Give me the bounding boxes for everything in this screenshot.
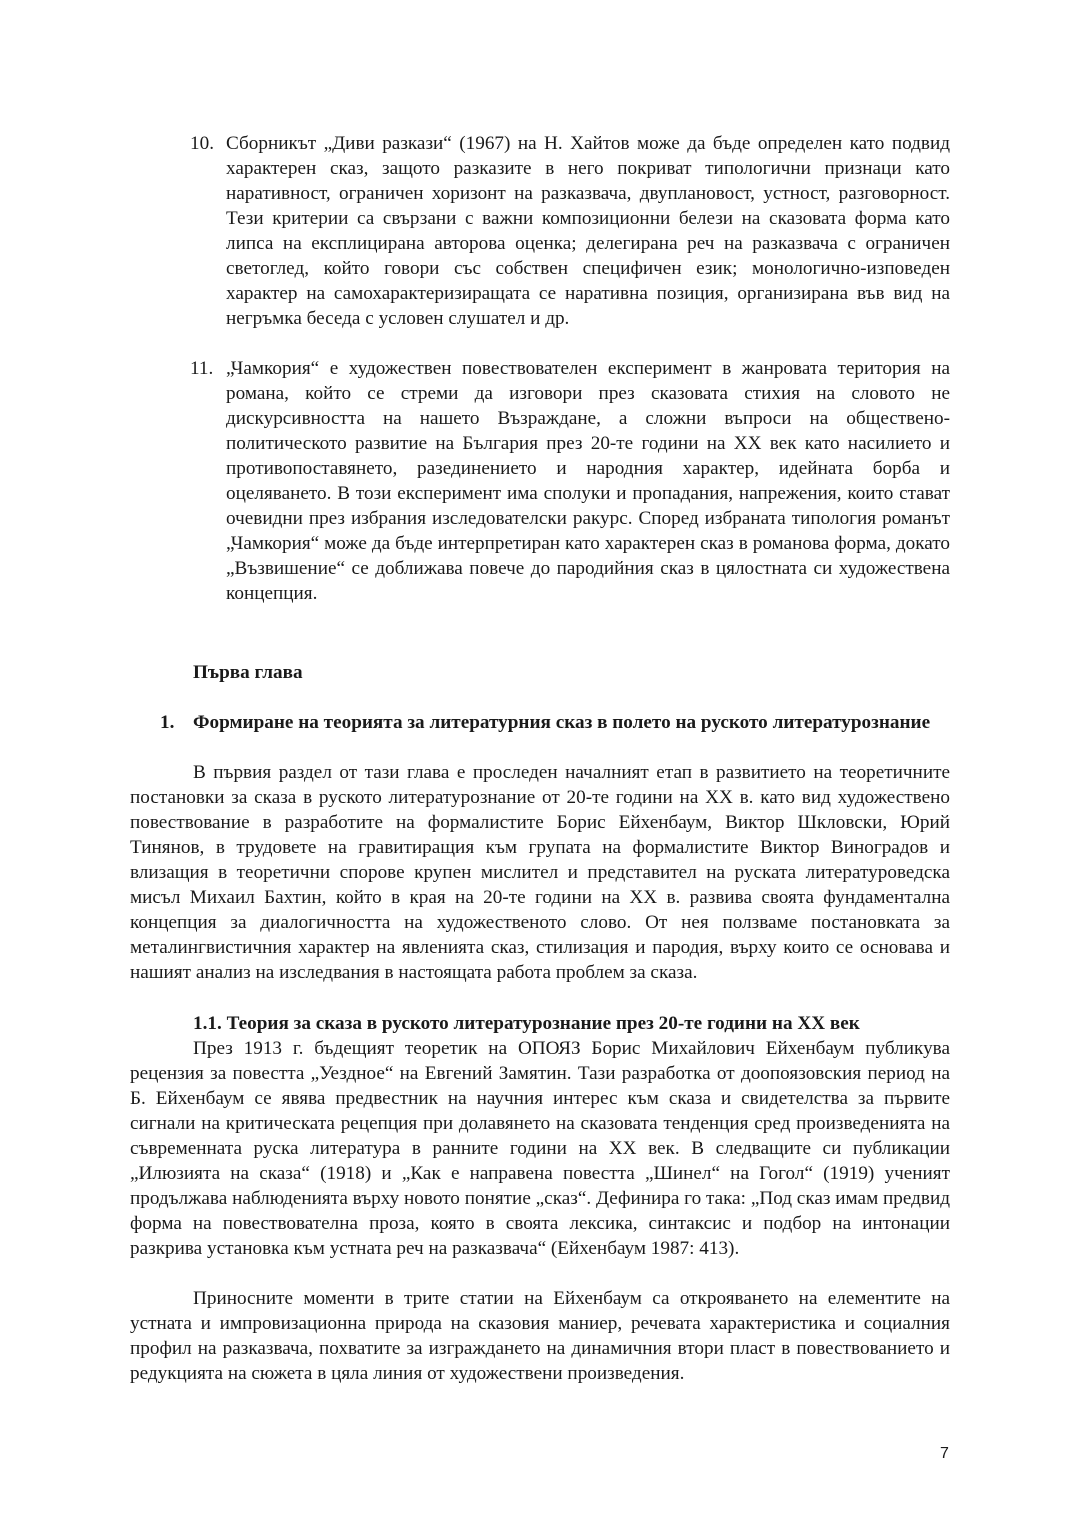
- section-number: 1.: [160, 712, 175, 733]
- list-item-number: 10.: [190, 133, 214, 154]
- body-paragraph: През 1913 г. бъдещият теоретик на ОПОЯЗ Борис Михайлович Ейхенбаум публикува рецензия за повестта „Уездное“ на Евгений Замятин. Тази разработка от доопоязовския период на Б. Ейхенбаум се явява предвестник на научния интерес към сказа и свидетелства за първите сигнали на критическата рецепция при долавянето на сказовата тенденция сред произведенията на съвременната руска литература в ранните години на XX век. В следващите си публикации „Илюзията на сказа“ (1918) и „Как е направена повестта „Шинел“ на Гогол“ (1919) ученият продължава наблюденията върху новото понятие „сказ“. Дефинира го така: „Под сказ имам предвид форма на повествователна проза, която в своята лексика, синтаксис и подбор на интонации разкрива установка към устната реч на разказвача“ (Ейхенбаум 1987: 413).: [130, 1038, 950, 1259]
- list-item-text: „Чамкория“ е художествен повествователен експеримент в жанровата територия на романа, който се стреми да изговори през сказовата стихия на словото не дискурсивността на нашето Възраждане, а сложни въпроси на обществено-политическото развитие на България през 20-те години на XX век като насилието и противопоставянето, разединението и народния характер, идейната борба и оцеляването. В този експеримент има сполуки и пропадания, напрежения, които стават очевидни през избрания изследователски ракурс. Според избраната типология романът „Чамкория“ може да бъде интерпретиран като характерен сказ в романова форма, докато „Възвишение“ се доближава повече до пародийния сказ в цялостната си художествена концепция.: [226, 358, 950, 604]
- section-title: Формиране на теорията за литературния сказ в полето на руското литературознание: [193, 712, 931, 733]
- body-paragraph: В първия раздел от тази глава е проследен началният етап в развитието на теоретичните постановки за сказа в руското литературознание от 20-те години на XX в. като вид художествено повествование в разработите на формалистите Борис Ейхенбаум, Виктор Шкловски, Юрий Тинянов, в трудовете на гравитиращия към групата на формалистите Виктор Виноградов и влизащия в теоретични спорове крупен мислител и представител на руската литературоведска мисъл Михаил Бахтин, който в края на 20-те години на XX в. развива своята фундаментална концепция за диалогичността на художественото слово. От нея ползваме постановката за металингвистичния характер на явленията сказ, стилизация и пародия, върху които се основава и нашият анализ на изследвания в настоящата работа проблем за сказа.: [130, 762, 950, 983]
- list-item: [190, 356, 950, 606]
- list-item-text: Сборникът „Диви разкази“ (1967) на Н. Хайтов може да бъде определен като подвид характерен сказ, защото разказите в него покриват типологични признаци като наративност, ограничен хоризонт на разказвача, двуплановост, устност, разговорност. Тези критерии са свързани с важни композиционни белези на сказовата форма като липса на експлицирана авторова оценка; делегирана реч на разказвача с ограничен светоглед, който говори със собствен специфичен език; монологично-изповеден характер на самохарактеризиращата се наративна позиция, организирана във вид на негръмка беседа с условен слушател и др.: [226, 133, 950, 329]
- list-item-number: 11.: [190, 358, 214, 379]
- list-item: [190, 131, 950, 331]
- body-paragraph: Приносните моменти в трите статии на Ейхенбаум са открояването на елементите на устната и импровизационна природа на сказовия маниер, речевата характеристика и социалния профил на разказвача, похватите за изграждането на динамичния втори пласт в повествованието и редукцията на сюжета в цяла линия от художествени произведения.: [130, 1288, 950, 1384]
- page-number: 7: [940, 1445, 949, 1462]
- chapter-title: Първа глава: [193, 662, 303, 683]
- subsection-title: 1.1. Теория за сказа в руското литературознание през 20-те години на XX век: [193, 1013, 860, 1034]
- section-heading: [160, 710, 950, 735]
